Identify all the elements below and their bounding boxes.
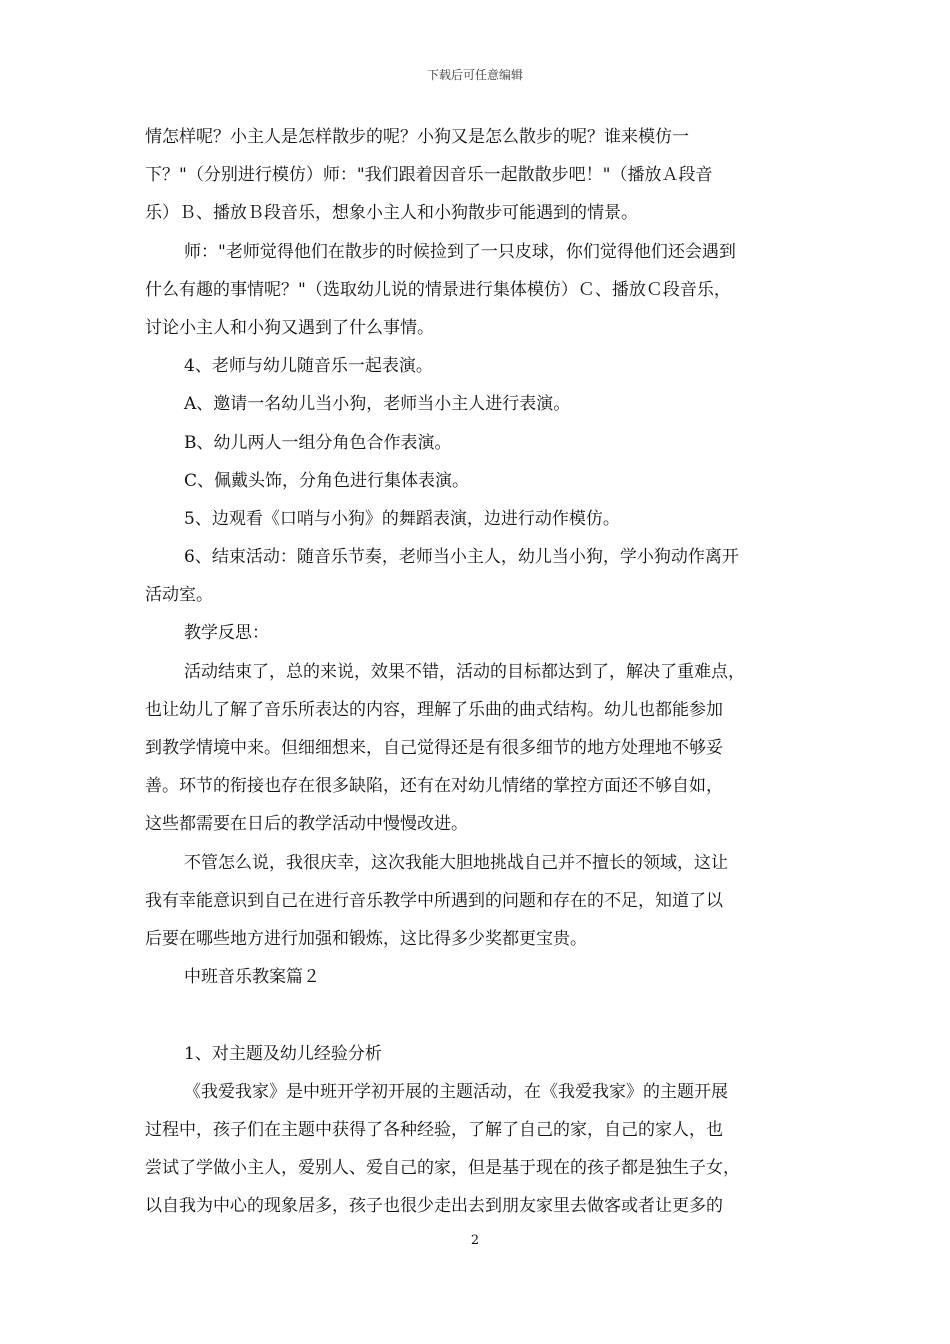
- text-line: A、邀请一名幼儿当小狗，老师当小主人进行表演。: [184, 394, 571, 415]
- text-line: 不管怎么说，我很庆幸，这次我能大胆地挑战自己并不擅长的领域，这让: [184, 852, 728, 873]
- text-line: 善。环节的衔接也存在很多缺陷，还有在对幼儿情绪的掌控方面还不够自如，: [145, 776, 723, 797]
- text-line: 《我爱我家》是中班开学初开展的主题活动，在《我爱我家》的主题开展: [184, 1081, 728, 1102]
- page-header: 下载后可任意编辑: [426, 68, 523, 82]
- section-heading: 教学反思：: [184, 623, 269, 644]
- text-line: 情怎样呢？小主人是怎样散步的呢？小狗又是怎么散步的呢？谁来模仿一: [145, 127, 689, 147]
- text-line: B、幼儿两人一组分角色合作表演。: [184, 432, 452, 453]
- text-line: 过程中，孩子们在主题中获得了各种经验，了解了自己的家，自己的家人，也: [145, 1119, 723, 1140]
- text-line: 到教学情境中来。但细细想来，自己觉得还是有很多细节的地方处理地不够妥: [145, 738, 723, 758]
- text-line: 也让幼儿了解了音乐所表达的内容，理解了乐曲的曲式结构。幼儿也都能参加: [145, 699, 723, 720]
- text-line: 4、老师与幼儿随音乐一起表演。: [184, 356, 433, 377]
- text-line: 我有幸能意识到自己在进行音乐教学中所遇到的问题和存在的不足，知道了以: [145, 890, 723, 911]
- text-line: 乐）Ｂ、播放Ｂ段音乐，想象小主人和小狗散步可能遇到的情景。: [145, 203, 638, 224]
- text-line: 活动结束了，总的来说，效果不错，活动的目标都达到了，解决了重难点，: [184, 661, 745, 682]
- text-line: 6、结束活动：随音乐节奏，老师当小主人，幼儿当小狗，学小狗动作离开: [184, 547, 739, 568]
- text-line: 什么有趣的事情呢？"（选取幼儿说的情景进行集体模仿）Ｃ、播放Ｃ段音乐，: [145, 279, 731, 300]
- text-line: 师："老师觉得他们在散步的时候捡到了一只皮球，你们觉得他们还会遇到: [184, 241, 736, 262]
- text-line: 这些都需要在日后的教学活动中慢慢改进。: [145, 814, 468, 835]
- text-line: 活动室。: [145, 585, 213, 606]
- text-line: 后要在哪些地方进行加强和锻炼，这比得多少奖都更宝贵。: [145, 928, 587, 949]
- text-line: 下？"（分别进行模仿）师："我们跟着因音乐一起散散步吧！"（播放Ａ段音: [145, 165, 713, 186]
- text-line: 尝试了学做小主人，爱别人、爱自己的家，但是基于现在的孩子都是独生子女，: [145, 1158, 740, 1179]
- text-line: C、佩戴头饰，分角色进行集体表演。: [184, 470, 470, 491]
- section-title: 中班音乐教案篇２: [184, 967, 320, 988]
- page-number: 2: [470, 1233, 480, 1248]
- text-line: 以自我为中心的现象居多，孩子也很少走出去到朋友家里去做客或者让更多的: [145, 1196, 723, 1217]
- blank-line: [145, 996, 809, 1034]
- subsection-heading: 1、对主题及幼儿经验分析: [184, 1043, 382, 1064]
- text-line: 5、边观看《口哨与小狗》的舞蹈表演，边进行动作模仿。: [184, 508, 620, 529]
- document-body: [145, 118, 809, 1225]
- text-line: 讨论小主人和小狗又遇到了什么事情。: [145, 317, 434, 338]
